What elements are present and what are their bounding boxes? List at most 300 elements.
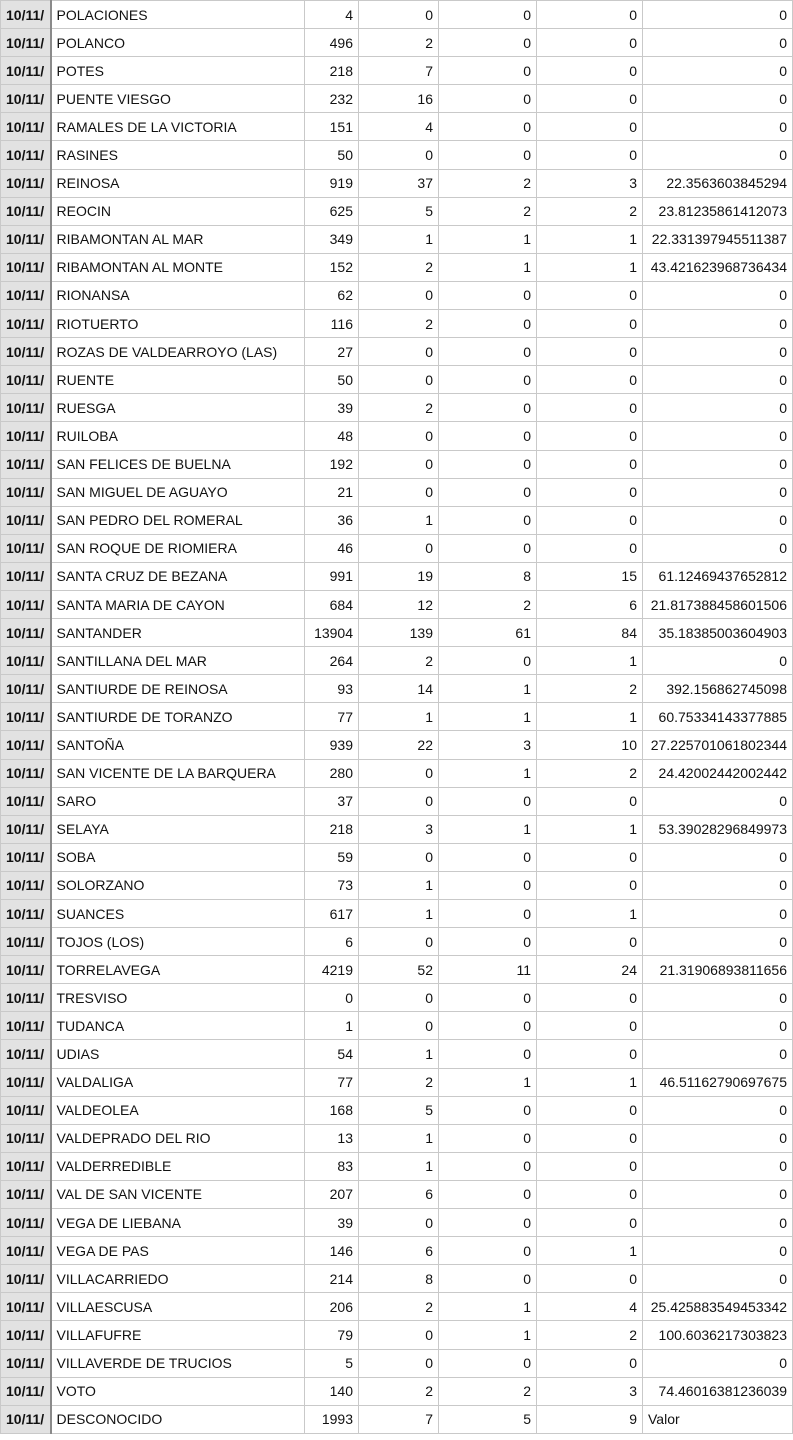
cases-cell[interactable]: 0: [359, 1012, 439, 1040]
col-d-cell[interactable]: 0: [439, 141, 537, 169]
municipality-cell[interactable]: SANTIURDE DE TORANZO: [51, 703, 305, 731]
date-cell[interactable]: 10/11/: [1, 1293, 51, 1321]
col-e-cell[interactable]: 1: [537, 703, 643, 731]
rate-cell[interactable]: 0: [643, 1209, 793, 1237]
date-cell[interactable]: 10/11/: [1, 1096, 51, 1124]
cases-cell[interactable]: 2: [359, 29, 439, 57]
municipality-cell[interactable]: SANTOÑA: [51, 731, 305, 759]
municipality-cell[interactable]: RIBAMONTAN AL MAR: [51, 225, 305, 253]
date-cell[interactable]: 10/11/: [1, 1012, 51, 1040]
municipality-cell[interactable]: POLANCO: [51, 29, 305, 57]
rate-cell[interactable]: 60.75334143377885: [643, 703, 793, 731]
municipality-cell[interactable]: SANTA MARIA DE CAYON: [51, 590, 305, 618]
col-d-cell[interactable]: 0: [439, 1124, 537, 1152]
cases-cell[interactable]: 0: [359, 1321, 439, 1349]
col-e-cell[interactable]: 2: [537, 675, 643, 703]
col-d-cell[interactable]: 0: [439, 29, 537, 57]
population-cell[interactable]: 1: [305, 1012, 359, 1040]
municipality-cell[interactable]: SANTILLANA DEL MAR: [51, 647, 305, 675]
col-e-cell[interactable]: 0: [537, 1040, 643, 1068]
population-cell[interactable]: 77: [305, 703, 359, 731]
date-cell[interactable]: 10/11/: [1, 1180, 51, 1208]
cases-cell[interactable]: 16: [359, 85, 439, 113]
population-cell[interactable]: 83: [305, 1152, 359, 1180]
col-e-cell[interactable]: 3: [537, 1377, 643, 1405]
col-d-cell[interactable]: 0: [439, 478, 537, 506]
rate-cell[interactable]: 0: [643, 1180, 793, 1208]
cases-cell[interactable]: 1: [359, 225, 439, 253]
rate-cell[interactable]: 0: [643, 787, 793, 815]
population-cell[interactable]: 6: [305, 928, 359, 956]
date-cell[interactable]: 10/11/: [1, 590, 51, 618]
col-e-cell[interactable]: 0: [537, 85, 643, 113]
col-e-cell[interactable]: 6: [537, 590, 643, 618]
cases-cell[interactable]: 1: [359, 871, 439, 899]
col-e-cell[interactable]: 1: [537, 900, 643, 928]
rate-cell[interactable]: 0: [643, 1237, 793, 1265]
cases-cell[interactable]: 1: [359, 900, 439, 928]
cases-cell[interactable]: 1: [359, 506, 439, 534]
cases-cell[interactable]: 37: [359, 169, 439, 197]
date-cell[interactable]: 10/11/: [1, 450, 51, 478]
col-e-cell[interactable]: 1: [537, 1237, 643, 1265]
col-e-cell[interactable]: 0: [537, 310, 643, 338]
date-cell[interactable]: 10/11/: [1, 1124, 51, 1152]
date-cell[interactable]: 10/11/: [1, 1237, 51, 1265]
municipality-cell[interactable]: VILLAESCUSA: [51, 1293, 305, 1321]
rate-cell[interactable]: 0: [643, 647, 793, 675]
col-d-cell[interactable]: 0: [439, 1265, 537, 1293]
municipality-cell[interactable]: VILLAFUFRE: [51, 1321, 305, 1349]
col-d-cell[interactable]: 1: [439, 225, 537, 253]
col-e-cell[interactable]: 0: [537, 57, 643, 85]
population-cell[interactable]: 140: [305, 1377, 359, 1405]
col-e-cell[interactable]: 0: [537, 281, 643, 309]
rate-cell[interactable]: 0: [643, 1349, 793, 1377]
col-e-cell[interactable]: 0: [537, 843, 643, 871]
col-d-cell[interactable]: 2: [439, 197, 537, 225]
municipality-cell[interactable]: REINOSA: [51, 169, 305, 197]
col-d-cell[interactable]: 1: [439, 759, 537, 787]
population-cell[interactable]: 264: [305, 647, 359, 675]
municipality-cell[interactable]: VALDEOLEA: [51, 1096, 305, 1124]
cases-cell[interactable]: 0: [359, 366, 439, 394]
col-d-cell[interactable]: 0: [439, 984, 537, 1012]
date-cell[interactable]: 10/11/: [1, 928, 51, 956]
col-e-cell[interactable]: 0: [537, 422, 643, 450]
col-d-cell[interactable]: 1: [439, 1321, 537, 1349]
rate-cell[interactable]: 0: [643, 310, 793, 338]
date-cell[interactable]: 10/11/: [1, 647, 51, 675]
rate-cell[interactable]: 21.817388458601506: [643, 590, 793, 618]
date-cell[interactable]: 10/11/: [1, 29, 51, 57]
population-cell[interactable]: 207: [305, 1180, 359, 1208]
col-d-cell[interactable]: 0: [439, 281, 537, 309]
population-cell[interactable]: 349: [305, 225, 359, 253]
date-cell[interactable]: 10/11/: [1, 1265, 51, 1293]
municipality-cell[interactable]: SELAYA: [51, 815, 305, 843]
col-e-cell[interactable]: 0: [537, 871, 643, 899]
col-d-cell[interactable]: 1: [439, 703, 537, 731]
date-cell[interactable]: 10/11/: [1, 253, 51, 281]
municipality-cell[interactable]: SAN MIGUEL DE AGUAYO: [51, 478, 305, 506]
col-e-cell[interactable]: 0: [537, 450, 643, 478]
date-cell[interactable]: 10/11/: [1, 394, 51, 422]
col-e-cell[interactable]: 84: [537, 619, 643, 647]
col-d-cell[interactable]: 0: [439, 1180, 537, 1208]
col-e-cell[interactable]: 1: [537, 1068, 643, 1096]
municipality-cell[interactable]: SARO: [51, 787, 305, 815]
col-e-cell[interactable]: 0: [537, 366, 643, 394]
rate-cell[interactable]: Valor: [643, 1405, 793, 1433]
col-e-cell[interactable]: 0: [537, 1349, 643, 1377]
cases-cell[interactable]: 8: [359, 1265, 439, 1293]
cases-cell[interactable]: 2: [359, 647, 439, 675]
municipality-cell[interactable]: SAN FELICES DE BUELNA: [51, 450, 305, 478]
population-cell[interactable]: 59: [305, 843, 359, 871]
col-e-cell[interactable]: 0: [537, 534, 643, 562]
municipality-cell[interactable]: TORRELAVEGA: [51, 956, 305, 984]
population-cell[interactable]: 625: [305, 197, 359, 225]
date-cell[interactable]: 10/11/: [1, 815, 51, 843]
rate-cell[interactable]: 0: [643, 1096, 793, 1124]
population-cell[interactable]: 4: [305, 1, 359, 29]
rate-cell[interactable]: 0: [643, 1265, 793, 1293]
municipality-cell[interactable]: VOTO: [51, 1377, 305, 1405]
col-d-cell[interactable]: 11: [439, 956, 537, 984]
municipality-cell[interactable]: SOLORZANO: [51, 871, 305, 899]
population-cell[interactable]: 206: [305, 1293, 359, 1321]
col-e-cell[interactable]: 0: [537, 506, 643, 534]
municipality-cell[interactable]: SUANCES: [51, 900, 305, 928]
rate-cell[interactable]: 0: [643, 113, 793, 141]
cases-cell[interactable]: 6: [359, 1180, 439, 1208]
col-e-cell[interactable]: 0: [537, 338, 643, 366]
col-e-cell[interactable]: 0: [537, 1209, 643, 1237]
date-cell[interactable]: 10/11/: [1, 1405, 51, 1433]
municipality-cell[interactable]: VEGA DE LIEBANA: [51, 1209, 305, 1237]
col-e-cell[interactable]: 0: [537, 1, 643, 29]
col-e-cell[interactable]: 1: [537, 815, 643, 843]
rate-cell[interactable]: 0: [643, 478, 793, 506]
rate-cell[interactable]: 22.331397945511387: [643, 225, 793, 253]
municipality-cell[interactable]: SAN VICENTE DE LA BARQUERA: [51, 759, 305, 787]
col-d-cell[interactable]: 8: [439, 562, 537, 590]
date-cell[interactable]: 10/11/: [1, 85, 51, 113]
population-cell[interactable]: 39: [305, 394, 359, 422]
rate-cell[interactable]: 35.18385003604903: [643, 619, 793, 647]
date-cell[interactable]: 10/11/: [1, 1321, 51, 1349]
col-e-cell[interactable]: 0: [537, 1265, 643, 1293]
date-cell[interactable]: 10/11/: [1, 787, 51, 815]
municipality-cell[interactable]: RUILOBA: [51, 422, 305, 450]
rate-cell[interactable]: 0: [643, 1124, 793, 1152]
col-d-cell[interactable]: 0: [439, 871, 537, 899]
population-cell[interactable]: 232: [305, 85, 359, 113]
rate-cell[interactable]: 0: [643, 338, 793, 366]
cases-cell[interactable]: 1: [359, 703, 439, 731]
municipality-cell[interactable]: SAN ROQUE DE RIOMIERA: [51, 534, 305, 562]
col-d-cell[interactable]: 0: [439, 1, 537, 29]
municipality-cell[interactable]: ROZAS DE VALDEARROYO (LAS): [51, 338, 305, 366]
col-d-cell[interactable]: 0: [439, 900, 537, 928]
rate-cell[interactable]: 0: [643, 871, 793, 899]
population-cell[interactable]: 50: [305, 141, 359, 169]
population-cell[interactable]: 684: [305, 590, 359, 618]
rate-cell[interactable]: 0: [643, 1040, 793, 1068]
date-cell[interactable]: 10/11/: [1, 703, 51, 731]
cases-cell[interactable]: 1: [359, 1040, 439, 1068]
rate-cell[interactable]: 0: [643, 506, 793, 534]
col-d-cell[interactable]: 1: [439, 1293, 537, 1321]
col-d-cell[interactable]: 0: [439, 843, 537, 871]
cases-cell[interactable]: 2: [359, 394, 439, 422]
date-cell[interactable]: 10/11/: [1, 366, 51, 394]
rate-cell[interactable]: 0: [643, 141, 793, 169]
population-cell[interactable]: 13904: [305, 619, 359, 647]
col-e-cell[interactable]: 1: [537, 253, 643, 281]
cases-cell[interactable]: 0: [359, 281, 439, 309]
population-cell[interactable]: 617: [305, 900, 359, 928]
municipality-cell[interactable]: POLACIONES: [51, 1, 305, 29]
rate-cell[interactable]: 0: [643, 900, 793, 928]
cases-cell[interactable]: 0: [359, 1209, 439, 1237]
date-cell[interactable]: 10/11/: [1, 1349, 51, 1377]
rate-cell[interactable]: 22.3563603845294: [643, 169, 793, 197]
cases-cell[interactable]: 2: [359, 1377, 439, 1405]
population-cell[interactable]: 21: [305, 478, 359, 506]
cases-cell[interactable]: 2: [359, 1068, 439, 1096]
municipality-cell[interactable]: VALDEPRADO DEL RIO: [51, 1124, 305, 1152]
date-cell[interactable]: 10/11/: [1, 956, 51, 984]
col-d-cell[interactable]: 1: [439, 675, 537, 703]
rate-cell[interactable]: 0: [643, 534, 793, 562]
col-e-cell[interactable]: 0: [537, 984, 643, 1012]
cases-cell[interactable]: 1: [359, 1152, 439, 1180]
col-d-cell[interactable]: 0: [439, 1040, 537, 1068]
date-cell[interactable]: 10/11/: [1, 225, 51, 253]
cases-cell[interactable]: 52: [359, 956, 439, 984]
cases-cell[interactable]: 0: [359, 1349, 439, 1377]
municipality-cell[interactable]: RIBAMONTAN AL MONTE: [51, 253, 305, 281]
cases-cell[interactable]: 22: [359, 731, 439, 759]
municipality-cell[interactable]: RIOTUERTO: [51, 310, 305, 338]
municipality-cell[interactable]: RAMALES DE LA VICTORIA: [51, 113, 305, 141]
col-e-cell[interactable]: 0: [537, 394, 643, 422]
cases-cell[interactable]: 0: [359, 450, 439, 478]
col-d-cell[interactable]: 0: [439, 422, 537, 450]
rate-cell[interactable]: 0: [643, 1152, 793, 1180]
date-cell[interactable]: 10/11/: [1, 619, 51, 647]
municipality-cell[interactable]: SOBA: [51, 843, 305, 871]
rate-cell[interactable]: 0: [643, 366, 793, 394]
date-cell[interactable]: 10/11/: [1, 984, 51, 1012]
rate-cell[interactable]: 46.51162790697675: [643, 1068, 793, 1096]
col-d-cell[interactable]: 0: [439, 450, 537, 478]
cases-cell[interactable]: 19: [359, 562, 439, 590]
rate-cell[interactable]: 0: [643, 394, 793, 422]
cases-cell[interactable]: 6: [359, 1237, 439, 1265]
population-cell[interactable]: 36: [305, 506, 359, 534]
col-d-cell[interactable]: 0: [439, 1152, 537, 1180]
cases-cell[interactable]: 1: [359, 1124, 439, 1152]
rate-cell[interactable]: 0: [643, 450, 793, 478]
cases-cell[interactable]: 139: [359, 619, 439, 647]
col-d-cell[interactable]: 0: [439, 1096, 537, 1124]
rate-cell[interactable]: 0: [643, 984, 793, 1012]
population-cell[interactable]: 50: [305, 366, 359, 394]
date-cell[interactable]: 10/11/: [1, 1068, 51, 1096]
population-cell[interactable]: 62: [305, 281, 359, 309]
date-cell[interactable]: 10/11/: [1, 1, 51, 29]
col-d-cell[interactable]: 0: [439, 85, 537, 113]
population-cell[interactable]: 27: [305, 338, 359, 366]
municipality-cell[interactable]: SANTA CRUZ DE BEZANA: [51, 562, 305, 590]
col-d-cell[interactable]: 0: [439, 647, 537, 675]
municipality-cell[interactable]: VALDALIGA: [51, 1068, 305, 1096]
population-cell[interactable]: 73: [305, 871, 359, 899]
rate-cell[interactable]: 0: [643, 843, 793, 871]
col-d-cell[interactable]: 0: [439, 1012, 537, 1040]
cases-cell[interactable]: 0: [359, 928, 439, 956]
col-d-cell[interactable]: 0: [439, 534, 537, 562]
cases-cell[interactable]: 0: [359, 141, 439, 169]
cases-cell[interactable]: 0: [359, 759, 439, 787]
population-cell[interactable]: 1993: [305, 1405, 359, 1433]
date-cell[interactable]: 10/11/: [1, 675, 51, 703]
col-d-cell[interactable]: 0: [439, 338, 537, 366]
rate-cell[interactable]: 27.225701061802344: [643, 731, 793, 759]
col-d-cell[interactable]: 0: [439, 787, 537, 815]
population-cell[interactable]: 0: [305, 984, 359, 1012]
municipality-cell[interactable]: SAN PEDRO DEL ROMERAL: [51, 506, 305, 534]
col-e-cell[interactable]: 0: [537, 1096, 643, 1124]
date-cell[interactable]: 10/11/: [1, 1040, 51, 1068]
population-cell[interactable]: 77: [305, 1068, 359, 1096]
population-cell[interactable]: 192: [305, 450, 359, 478]
municipality-cell[interactable]: VAL DE SAN VICENTE: [51, 1180, 305, 1208]
population-cell[interactable]: 37: [305, 787, 359, 815]
cases-cell[interactable]: 12: [359, 590, 439, 618]
cases-cell[interactable]: 0: [359, 338, 439, 366]
municipality-cell[interactable]: RUESGA: [51, 394, 305, 422]
col-e-cell[interactable]: 3: [537, 169, 643, 197]
cases-cell[interactable]: 14: [359, 675, 439, 703]
rate-cell[interactable]: 0: [643, 57, 793, 85]
col-d-cell[interactable]: 5: [439, 1405, 537, 1433]
rate-cell[interactable]: 100.6036217303823: [643, 1321, 793, 1349]
cases-cell[interactable]: 4: [359, 113, 439, 141]
municipality-cell[interactable]: RIONANSA: [51, 281, 305, 309]
date-cell[interactable]: 10/11/: [1, 871, 51, 899]
cases-cell[interactable]: 0: [359, 843, 439, 871]
cases-cell[interactable]: 7: [359, 1405, 439, 1433]
date-cell[interactable]: 10/11/: [1, 759, 51, 787]
date-cell[interactable]: 10/11/: [1, 731, 51, 759]
cases-cell[interactable]: 0: [359, 984, 439, 1012]
col-d-cell[interactable]: 0: [439, 1209, 537, 1237]
date-cell[interactable]: 10/11/: [1, 57, 51, 85]
municipality-cell[interactable]: REOCIN: [51, 197, 305, 225]
rate-cell[interactable]: 0: [643, 281, 793, 309]
date-cell[interactable]: 10/11/: [1, 422, 51, 450]
col-e-cell[interactable]: 0: [537, 1180, 643, 1208]
population-cell[interactable]: 13: [305, 1124, 359, 1152]
col-d-cell[interactable]: 0: [439, 113, 537, 141]
date-cell[interactable]: 10/11/: [1, 338, 51, 366]
cases-cell[interactable]: 2: [359, 310, 439, 338]
col-d-cell[interactable]: 1: [439, 815, 537, 843]
rate-cell[interactable]: 0: [643, 29, 793, 57]
municipality-cell[interactable]: RUENTE: [51, 366, 305, 394]
col-e-cell[interactable]: 2: [537, 759, 643, 787]
col-d-cell[interactable]: 0: [439, 394, 537, 422]
population-cell[interactable]: 991: [305, 562, 359, 590]
municipality-cell[interactable]: SANTIURDE DE REINOSA: [51, 675, 305, 703]
col-d-cell[interactable]: 0: [439, 57, 537, 85]
col-e-cell[interactable]: 0: [537, 1124, 643, 1152]
col-e-cell[interactable]: 0: [537, 478, 643, 506]
rate-cell[interactable]: 23.81235861412073: [643, 197, 793, 225]
col-d-cell[interactable]: 61: [439, 619, 537, 647]
col-d-cell[interactable]: 0: [439, 1237, 537, 1265]
col-d-cell[interactable]: 2: [439, 1377, 537, 1405]
municipality-cell[interactable]: TUDANCA: [51, 1012, 305, 1040]
population-cell[interactable]: 79: [305, 1321, 359, 1349]
rate-cell[interactable]: 21.31906893811656: [643, 956, 793, 984]
cases-cell[interactable]: 0: [359, 478, 439, 506]
population-cell[interactable]: 39: [305, 1209, 359, 1237]
population-cell[interactable]: 280: [305, 759, 359, 787]
cases-cell[interactable]: 5: [359, 197, 439, 225]
cases-cell[interactable]: 2: [359, 1293, 439, 1321]
col-e-cell[interactable]: 0: [537, 787, 643, 815]
population-cell[interactable]: 151: [305, 113, 359, 141]
population-cell[interactable]: 54: [305, 1040, 359, 1068]
municipality-cell[interactable]: RASINES: [51, 141, 305, 169]
rate-cell[interactable]: 74.46016381236039: [643, 1377, 793, 1405]
rate-cell[interactable]: 0: [643, 928, 793, 956]
col-e-cell[interactable]: 10: [537, 731, 643, 759]
col-e-cell[interactable]: 2: [537, 1321, 643, 1349]
col-d-cell[interactable]: 0: [439, 366, 537, 394]
cases-cell[interactable]: 7: [359, 57, 439, 85]
population-cell[interactable]: 46: [305, 534, 359, 562]
col-d-cell[interactable]: 1: [439, 1068, 537, 1096]
municipality-cell[interactable]: VALDERREDIBLE: [51, 1152, 305, 1180]
municipality-cell[interactable]: VEGA DE PAS: [51, 1237, 305, 1265]
cases-cell[interactable]: 0: [359, 422, 439, 450]
col-e-cell[interactable]: 0: [537, 1152, 643, 1180]
col-e-cell[interactable]: 0: [537, 141, 643, 169]
population-cell[interactable]: 146: [305, 1237, 359, 1265]
col-e-cell[interactable]: 0: [537, 928, 643, 956]
col-e-cell[interactable]: 1: [537, 225, 643, 253]
cases-cell[interactable]: 2: [359, 253, 439, 281]
date-cell[interactable]: 10/11/: [1, 1377, 51, 1405]
date-cell[interactable]: 10/11/: [1, 113, 51, 141]
col-d-cell[interactable]: 0: [439, 1349, 537, 1377]
date-cell[interactable]: 10/11/: [1, 843, 51, 871]
cases-cell[interactable]: 0: [359, 787, 439, 815]
population-cell[interactable]: 218: [305, 57, 359, 85]
col-e-cell[interactable]: 15: [537, 562, 643, 590]
population-cell[interactable]: 168: [305, 1096, 359, 1124]
date-cell[interactable]: 10/11/: [1, 900, 51, 928]
date-cell[interactable]: 10/11/: [1, 506, 51, 534]
rate-cell[interactable]: 392.156862745098: [643, 675, 793, 703]
rate-cell[interactable]: 25.425883549453342: [643, 1293, 793, 1321]
